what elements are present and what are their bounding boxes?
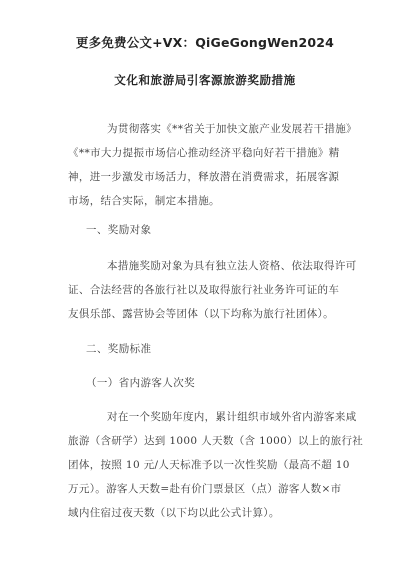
intro-line: 市场，结合实际，制定本措施。 <box>68 195 220 207</box>
intro-line: 《**市大力提振市场信心推动经济平稳向好若干措施》精 <box>68 147 340 159</box>
recipients-paragraph <box>68 254 357 326</box>
document-title: 文化和旅游局引客源旅游奖励措施 <box>114 73 296 87</box>
visitors-paragraph <box>68 405 364 525</box>
visitors-line: 旅游（含研学）达到 1000 人天数（含 1000）以上的旅行社 <box>68 435 364 447</box>
visitors-line: 万元）。游客人天数=赴有价门票景区（点）游客人数×市 <box>68 483 342 495</box>
visitors-line: 对在一个奖励年度内，累计组织市域外省内游客来咸 <box>107 411 357 423</box>
subsection-heading-visitors: （一）省内游客人次奖 <box>86 377 195 389</box>
section-heading-recipients: 一、奖励对象 <box>86 224 152 236</box>
visitors-line: 域内住宿过夜天数（以下均以此公式计算）。 <box>68 507 280 519</box>
recipients-line: 友俱乐部、露营协会等团体（以下均称为旅行社团体）。 <box>68 308 334 320</box>
recipients-line: 证、合法经营的各旅行社以及取得旅行社业务许可证的车 <box>68 284 340 296</box>
intro-paragraph <box>68 117 357 213</box>
visitors-line: 团体，按照 10 元/人天标准予以一次性奖励（最高不超 10 <box>68 459 350 471</box>
section-heading-standards: 二、奖励标准 <box>86 343 152 355</box>
promo-banner: 更多免费公文+VX：QiGeGongWen2024 <box>75 35 335 50</box>
intro-line: 为贯彻落实《**省关于加快文旅产业发展若干措施》 <box>107 123 357 135</box>
intro-line: 神，进一步激发市场活力，释放潜在消费需求，拓展客源 <box>68 171 340 183</box>
recipients-line: 本措施奖励对象为具有独立法人资格、依法取得许可 <box>107 260 357 272</box>
